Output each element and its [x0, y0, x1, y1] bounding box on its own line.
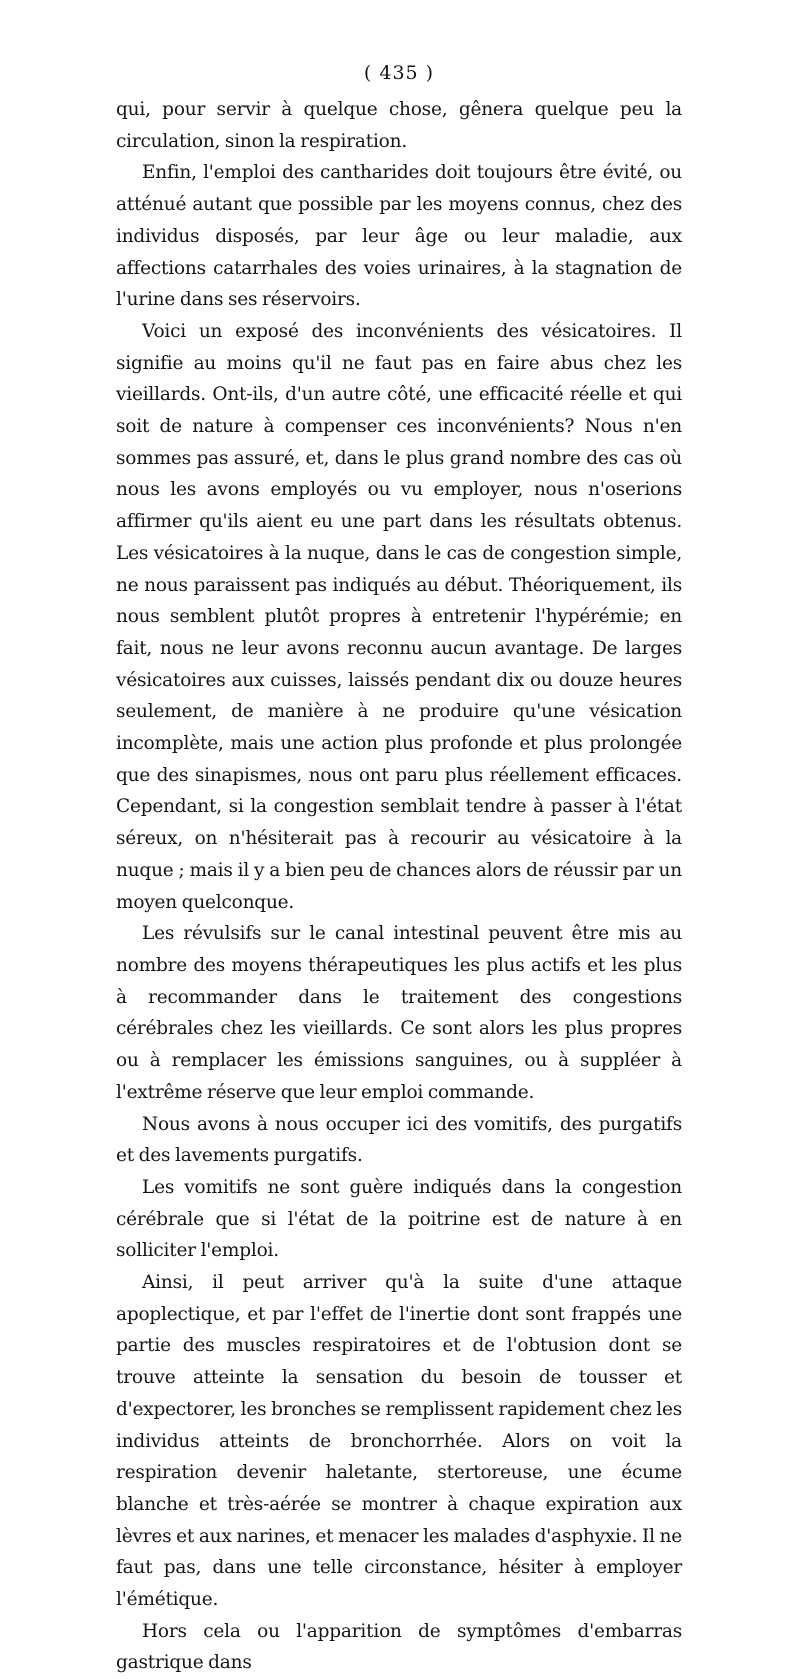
page-number: ( 435 ): [363, 62, 435, 84]
paragraph: qui, pour servir à quelque chose, gênera quelque peu la circulation, sinon la respiration.: [116, 99, 682, 152]
paragraph: Hors cela ou l'apparition de symptômes d'embarras gastrique dans: [116, 1620, 682, 1674]
paragraph: Les vomitifs ne sont guère indiqués dans la congestion cérébrale que si l'état de la poitrine est de nature à en solliciter l'emploi.: [116, 1176, 682, 1262]
book-page: [116, 56, 682, 1679]
paragraph: Ainsi, il peut arriver qu'à la suite d'une attaque apoplectique, et par l'effet de l'inertie dont sont frappés une partie des muscles respiratoires et de l'obtusion dont se trouve atteinte la sensation du besoin de tousser et d'expectorer, les bronches se remplissent rapidement chez les individus atteints de bronchorrhée. Alors on voit la respiration devenir haletante, stertoreuse, une écume blanche et très-aérée se montrer à chaque expiration aux lèvres et aux narines, et menacer les malades d'asphyxie. Il ne faut pas, dans une telle circonstance, hésiter à employer l'émétique.: [116, 1272, 682, 1611]
paragraph: Voici un exposé des inconvénients des vésicatoires. Il signifie au moins qu'il ne faut pas en faire abus chez les vieillards. Ont-ils, d'un autre côté, une efficacité réelle et qui soit de nature à compenser ces inconvénients? Nous n'en sommes pas assuré, et, dans le plus grand nombre des cas où nous les avons employés ou vu employer, nous n'oserions affirmer qu'ils aient eu une part dans les résultats obtenus. Les vésicatoires à la nuque, dans le cas de congestion simple, ne nous paraissent pas indiqués au début. Théoriquement, ils nous semblent plutôt propres à entretenir l'hypérémie; en fait, nous ne leur avons reconnu aucun avantage. De larges vésicatoires aux cuisses, laissés pendant dix ou douze heures seulement, de manière à ne produire qu'une vésication incomplète, mais une action plus profonde et plus prolongée que des sinapismes, nous ont paru plus réellement efficaces. Cependant, si la congestion semblait tendre à passer à l'état séreux, on n'hésiterait pas à recourir au vésicatoire à la nuque ; mais il y a bien peu de chances alors de réussir par un moyen quelconque.: [116, 320, 682, 913]
paragraph: Les révulsifs sur le canal intestinal peuvent être mis au nombre des moyens thérapeutiques les plus actifs et les plus à recommander dans le traitement des congestions cérébrales chez les vieillards. Ce sont alors les plus propres ou à remplacer les émissions sanguines, ou à suppléer à l'extrême réserve que leur emploi commande.: [116, 923, 682, 1103]
paragraph: Nous avons à nous occuper ici des vomitifs, des purgatifs et des lavements purgatifs.: [116, 1113, 682, 1167]
page-text: [116, 94, 682, 1679]
paragraph: Enfin, l'emploi des cantharides doit toujours être évité, ou atténué autant que possible par les moyens connus, chez des individus disposés, par leur âge ou leur maladie, aux affections catarrhales des voies urinaires, à la stagnation de l'urine dans ses réservoirs.: [116, 162, 682, 311]
